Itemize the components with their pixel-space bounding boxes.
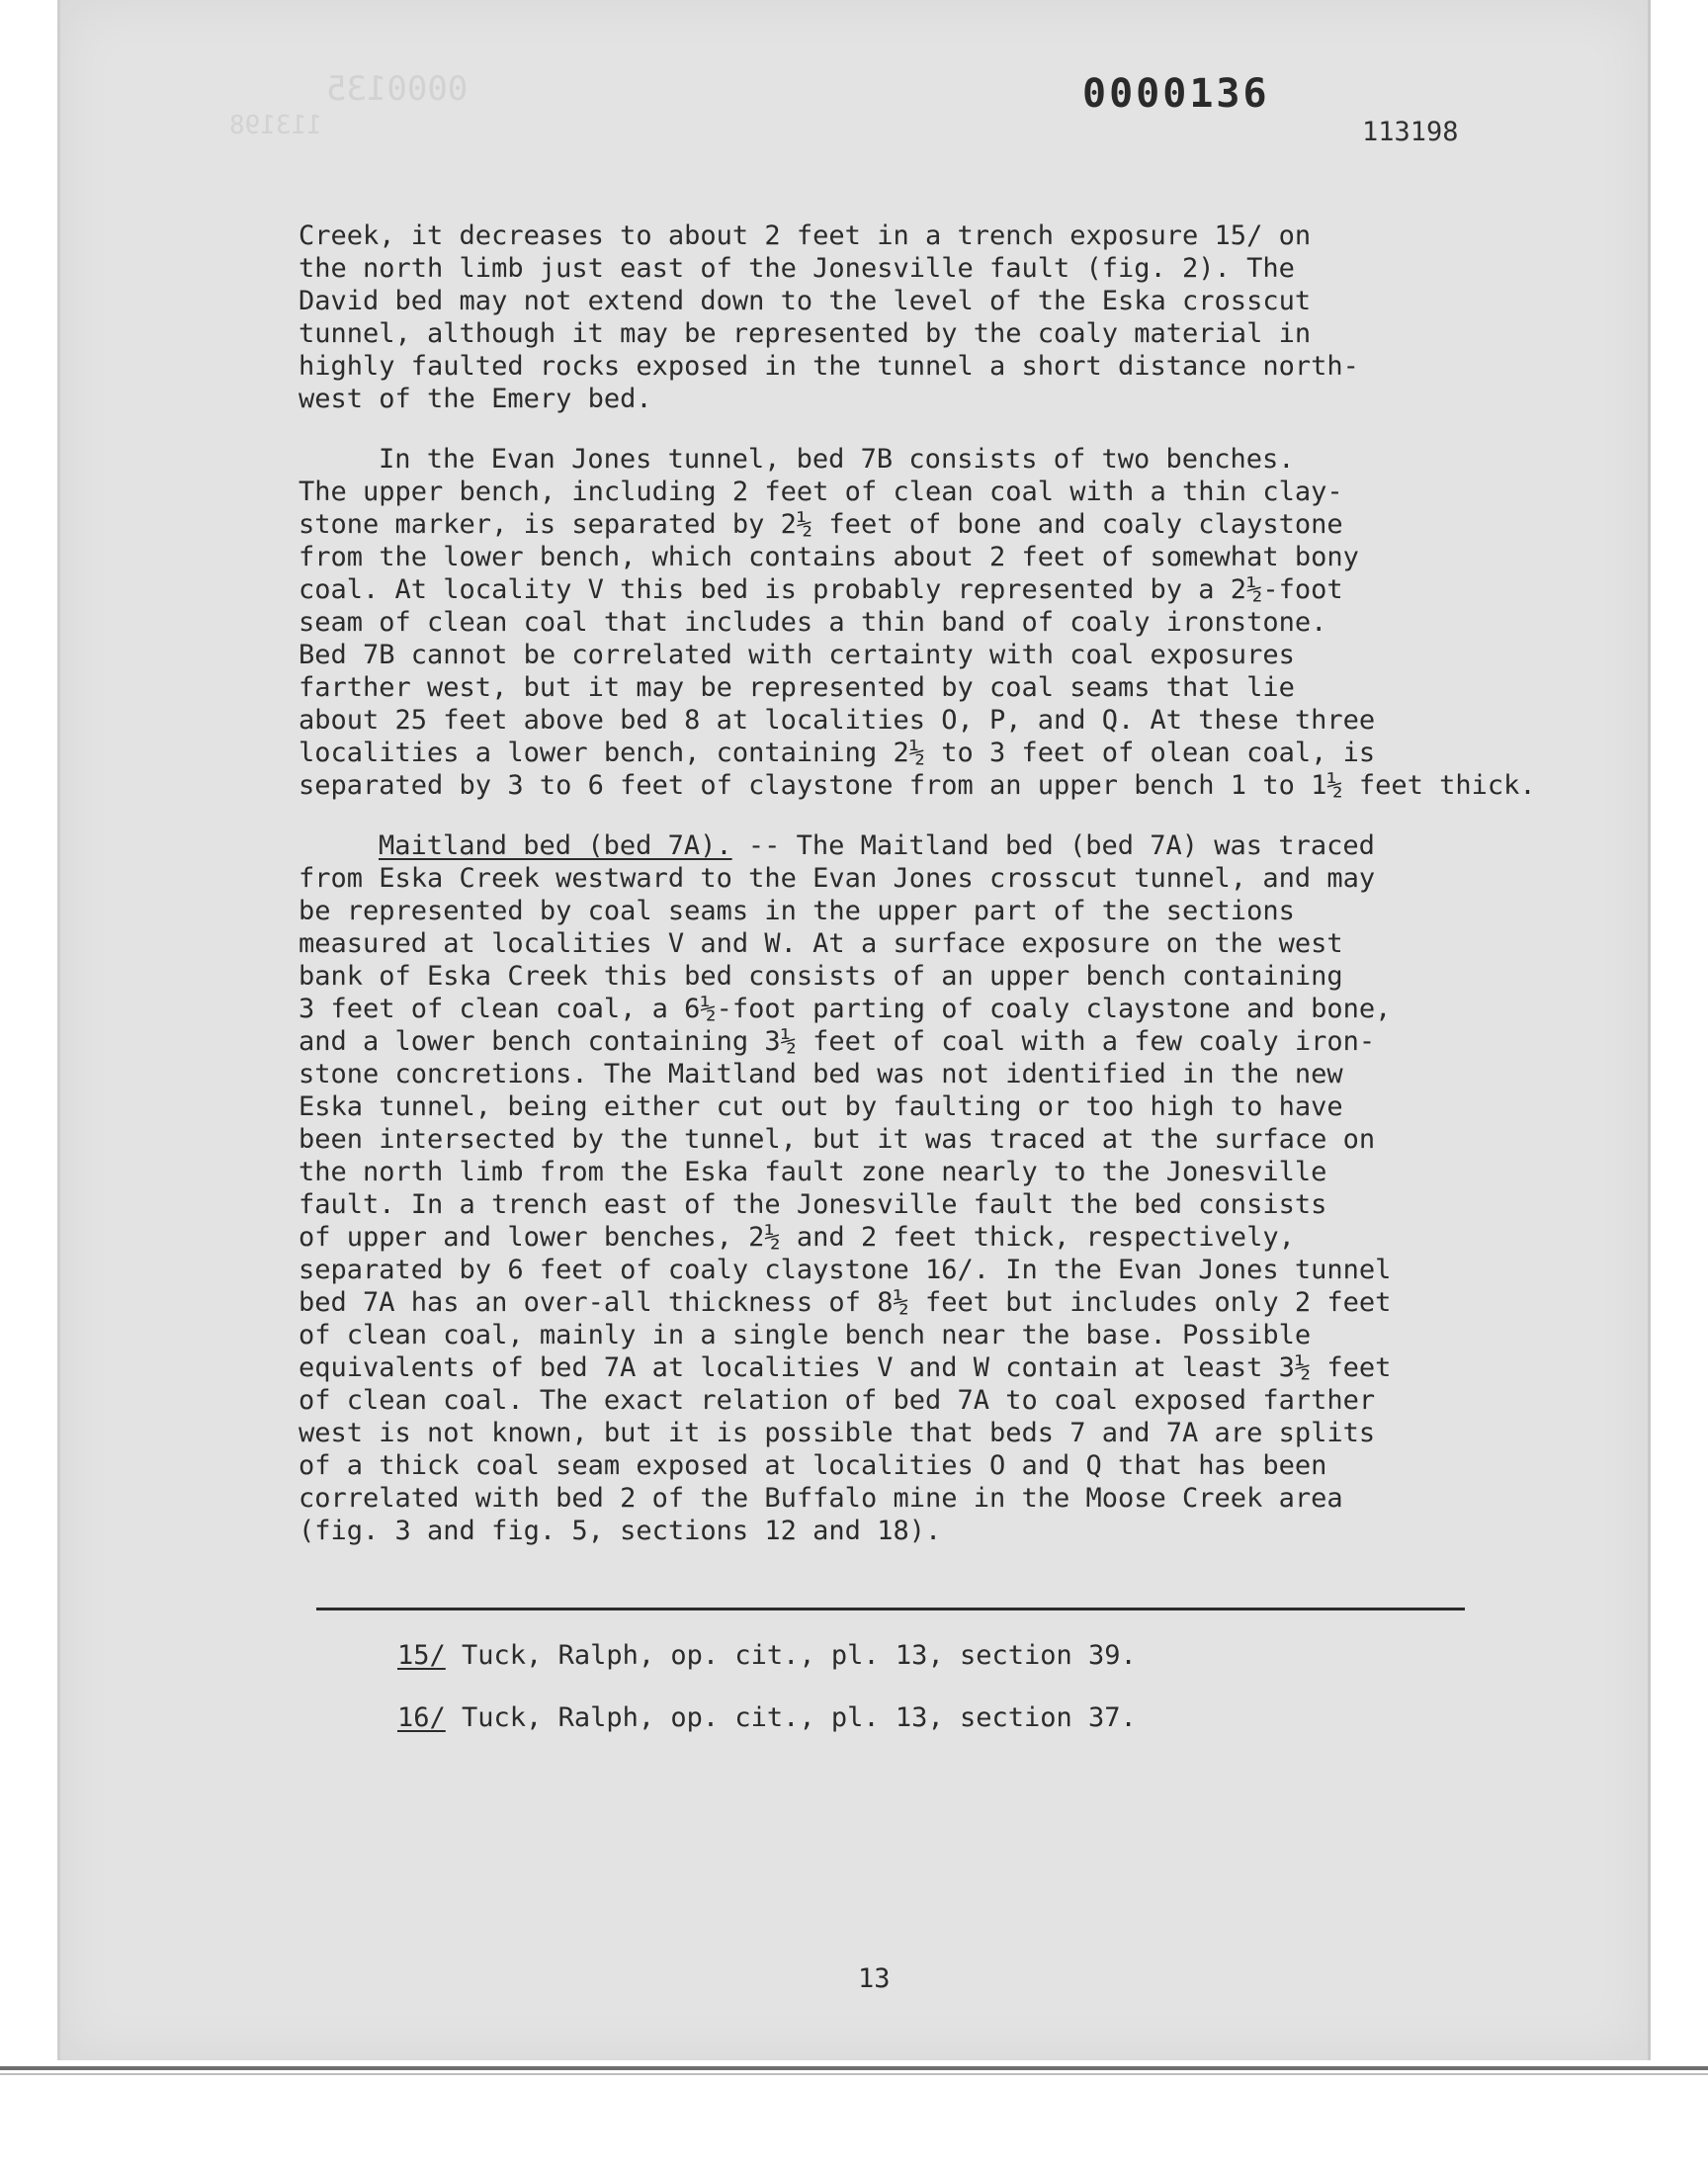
text-line: the north limb from the Eska fault zone nearly to the Jonesville xyxy=(299,1157,1327,1187)
text-line: separated by 6 feet of coaly claystone 16/. In the Evan Jones tunnel xyxy=(299,1255,1392,1285)
scan-edge-line xyxy=(0,2066,1708,2070)
paragraph-3 xyxy=(299,829,1544,1547)
text-line: west is not known, but it is possible that beds 7 and 7A are splits xyxy=(299,1418,1376,1448)
text-line: from the lower bench, which contains about 2 feet of somewhat bony xyxy=(299,542,1359,572)
text-line: The upper bench, including 2 feet of clean coal with a thin clay- xyxy=(299,477,1343,507)
document-id: 113198 xyxy=(1362,117,1459,147)
section-heading: Maitland bed (bed 7A). xyxy=(379,830,732,861)
text-line: highly faulted rocks exposed in the tunnel a short distance north- xyxy=(299,351,1359,382)
text-line: (fig. 3 and fig. 5, sections 12 and 18). xyxy=(299,1516,942,1546)
text-line: equivalents of bed 7A at localities V and W contain at least 3½ feet xyxy=(299,1352,1392,1383)
text-line: about 25 feet above bed 8 at localities O, P, and Q. At these three xyxy=(299,705,1376,736)
body-text xyxy=(299,219,1544,1547)
text-line: David bed may not extend down to the level of the Eska crosscut xyxy=(299,286,1312,316)
text-line: the north limb just east of the Jonesville fault (fig. 2). The xyxy=(299,253,1295,284)
text-line: of clean coal, mainly in a single bench near the base. Possible xyxy=(299,1320,1312,1350)
text-line: stone concretions. The Maitland bed was not identified in the new xyxy=(299,1059,1343,1089)
text-line: Maitland bed (bed 7A). -- The Maitland bed (bed 7A) was traced xyxy=(379,830,1375,861)
text-line: stone marker, is separated by 2½ feet of bone and coaly claystone xyxy=(299,509,1343,540)
text-line: fault. In a trench east of the Jonesville fault the bed consists xyxy=(299,1189,1327,1220)
footnote-marker: 16/ xyxy=(397,1702,446,1733)
bleed-through-ghost-id: 113198 xyxy=(229,111,322,140)
text-line: of a thick coal seam exposed at localities O and Q that has been xyxy=(299,1450,1327,1481)
text-line: west of the Emery bed. xyxy=(299,384,652,414)
text-line: Bed 7B cannot be correlated with certainty with coal exposures xyxy=(299,640,1295,670)
text-line: of upper and lower benches, 2½ and 2 feet thick, respectively, xyxy=(299,1222,1295,1253)
text-line: Eska tunnel, being either cut out by faulting or too high to have xyxy=(299,1091,1343,1122)
text-line: Creek, it decreases to about 2 feet in a trench exposure 15/ on xyxy=(299,220,1312,251)
text-line: correlated with bed 2 of the Buffalo mine in the Moose Creek area xyxy=(299,1483,1343,1514)
footnote-marker: 15/ xyxy=(397,1640,446,1671)
text-line: bank of Eska Creek this bed consists of an upper bench containing xyxy=(299,961,1343,992)
text-line: localities a lower bench, containing 2½ to 3 feet of olean coal, is xyxy=(299,738,1376,768)
text-line: and a lower bench containing 3½ feet of coal with a few coaly iron- xyxy=(299,1026,1376,1057)
text-line: of clean coal. The exact relation of bed 7A to coal exposed farther xyxy=(299,1385,1376,1416)
text-line: coal. At locality V this bed is probably represented by a 2½-foot xyxy=(299,574,1343,605)
footnotes xyxy=(397,1639,1137,1764)
paragraph-2 xyxy=(299,443,1544,802)
footnote-16: 16/ Tuck, Ralph, op. cit., pl. 13, section 37. xyxy=(397,1702,1137,1733)
text-line: In the Evan Jones tunnel, bed 7B consists of two benches. xyxy=(379,444,1295,475)
text-line: measured at localities V and W. At a surface exposure on the west xyxy=(299,928,1343,959)
footnote-divider xyxy=(316,1608,1465,1610)
text-line: be represented by coal seams in the upper part of the sections xyxy=(299,896,1295,926)
paragraph-1 xyxy=(299,219,1544,415)
footnote-15: 15/ Tuck, Ralph, op. cit., pl. 13, section 39. xyxy=(397,1640,1137,1671)
text-line: from Eska Creek westward to the Evan Jones crosscut tunnel, and may xyxy=(299,863,1376,894)
text-line: farther west, but it may be represented by coal seams that lie xyxy=(299,672,1295,703)
text-line: seam of clean coal that includes a thin band of coaly ironstone. xyxy=(299,607,1327,638)
text-line: tunnel, although it may be represented by the coaly material in xyxy=(299,318,1312,349)
text-line: 3 feet of clean coal, a 6½-foot parting of coaly claystone and bone, xyxy=(299,994,1392,1024)
text-line: been intersected by the tunnel, but it was traced at the surface on xyxy=(299,1124,1376,1155)
bleed-through-ghost: 0000135 xyxy=(326,69,469,109)
page-number: 13 xyxy=(858,1963,891,1994)
text-line: separated by 3 to 6 feet of claystone from an upper bench 1 to 1½ feet thick. xyxy=(299,770,1536,801)
document-stamp-number: 0000136 xyxy=(1082,71,1270,117)
text-line: bed 7A has an over-all thickness of 8½ feet but includes only 2 feet xyxy=(299,1287,1392,1318)
scan-edge-line-secondary xyxy=(0,2073,1708,2075)
